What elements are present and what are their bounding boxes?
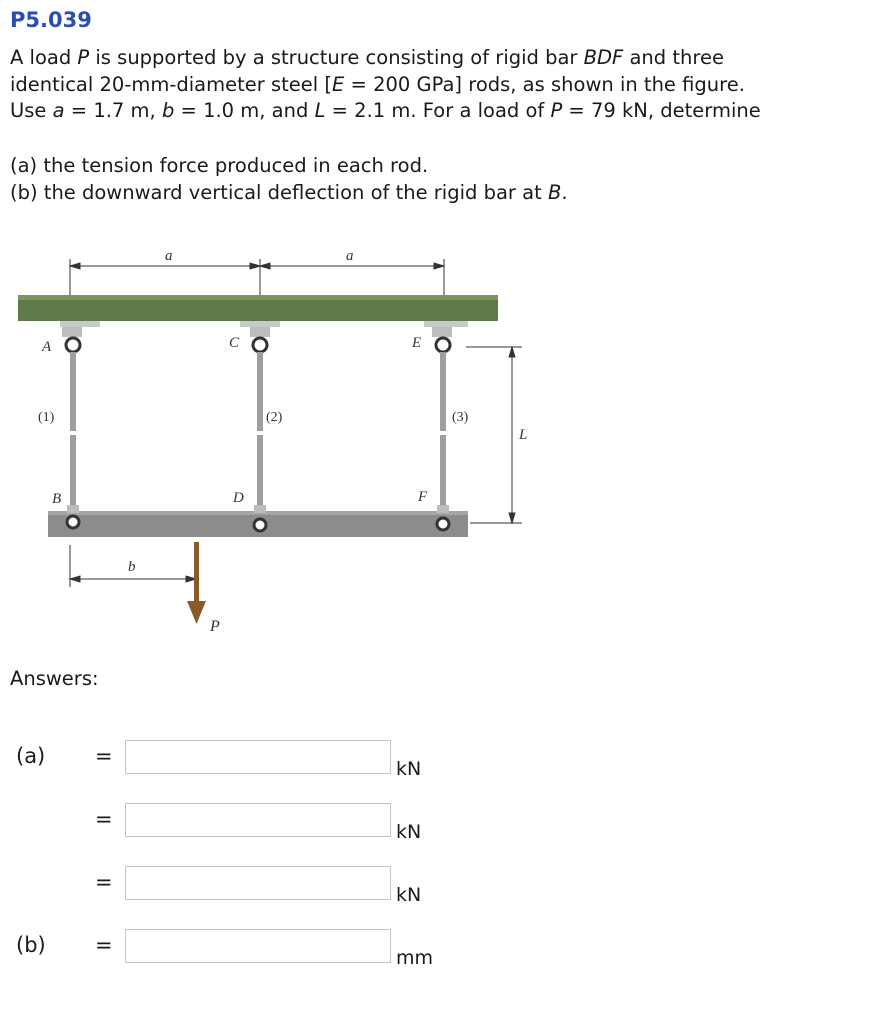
answer-row-vB — [0, 929, 560, 969]
point-label-D: D — [233, 490, 244, 506]
unit-label-F1: kN — [396, 758, 422, 780]
answer-row-F1 — [0, 740, 560, 780]
dim-a-right-label: a — [346, 248, 354, 264]
dimension-a — [70, 259, 444, 295]
statement-line-2: identical 20-mm-diameter steel [E = 200 GPa] rods, as shown in the figure. — [10, 72, 745, 96]
dim-a-left-label: a — [165, 248, 173, 264]
equals-sign: = — [95, 807, 113, 831]
pin-label-E: E — [412, 335, 422, 351]
bracket-E — [424, 321, 468, 352]
part-b-text: (b) the downward vertical deflection of the rigid bar at B. — [10, 181, 568, 204]
load-arrow-P — [187, 542, 206, 624]
answer-input-vB[interactable] — [125, 929, 391, 963]
answer-input-F3[interactable] — [125, 866, 391, 900]
pin-B — [67, 505, 79, 528]
dimension-L — [466, 347, 522, 523]
answer-row-F3 — [0, 866, 560, 906]
unit-label-F2: kN — [396, 821, 422, 843]
pin-label-A: A — [42, 339, 52, 355]
dim-L-label: L — [519, 427, 528, 443]
answer-input-F2[interactable] — [125, 803, 391, 837]
pin-label-C: C — [229, 335, 240, 351]
part-a-text: (a) the tension force produced in each rod. — [10, 154, 429, 177]
structure-figure — [0, 235, 560, 645]
problem-statement — [10, 45, 870, 125]
structure-diagram — [0, 235, 560, 645]
rod-label-3: (3) — [452, 410, 469, 425]
problem-parts — [10, 152, 568, 206]
statement-line-1: A load P is supported by a structure consisting of rigid bar BDF and three — [10, 46, 724, 69]
part-b-label: (b) — [16, 933, 46, 957]
answer-row-F2 — [0, 803, 560, 843]
statement-line-3: Use a = 1.7 m, b = 1.0 m, and L = 2.1 m. For a load of P = 79 kN, determine — [10, 99, 761, 122]
dim-b-label: b — [128, 559, 136, 575]
rod-label-1: (1) — [38, 410, 55, 425]
equals-sign: = — [95, 870, 113, 894]
point-label-F: F — [418, 489, 428, 505]
answers-title: Answers: — [10, 667, 99, 690]
load-label-P: P — [210, 618, 220, 635]
bracket-C — [240, 321, 280, 352]
equals-sign: = — [95, 933, 113, 957]
rod-label-2: (2) — [266, 410, 283, 425]
point-label-B: B — [52, 491, 62, 507]
unit-label-vB: mm — [396, 947, 434, 969]
equals-sign: = — [95, 744, 113, 768]
unit-label-F3: kN — [396, 884, 422, 906]
bracket-A — [60, 321, 100, 352]
problem-id: P5.039 — [10, 8, 92, 32]
part-a-label: (a) — [16, 744, 46, 768]
answer-input-F1[interactable] — [125, 740, 391, 774]
